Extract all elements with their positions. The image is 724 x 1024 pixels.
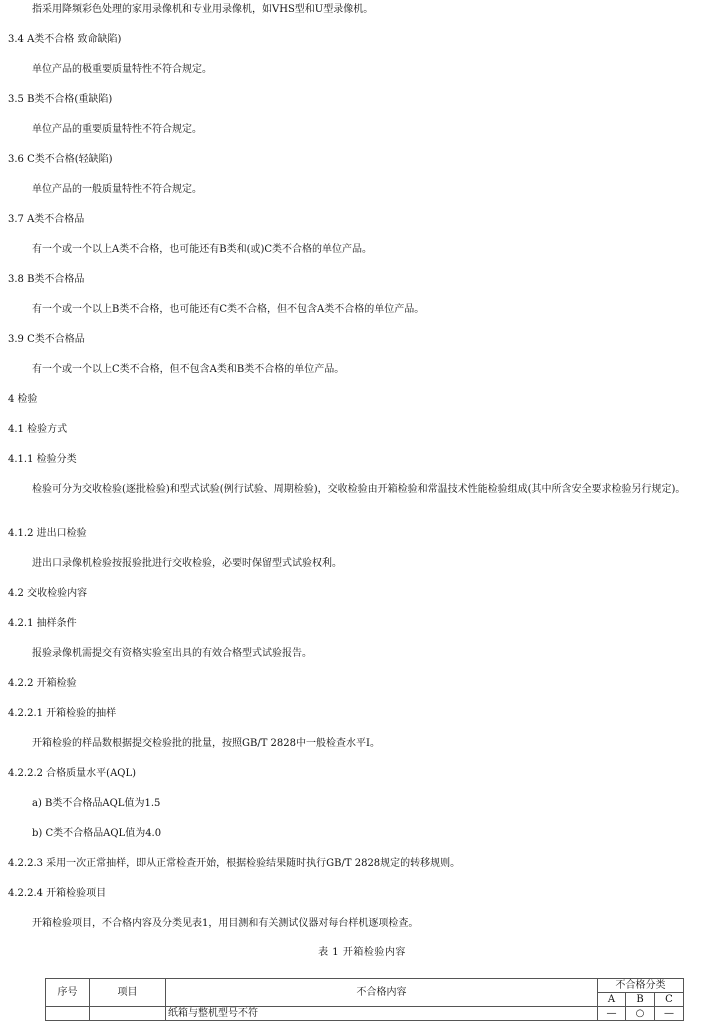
table-caption: 表 1 开箱检验内容 bbox=[318, 947, 406, 958]
header-item: 项目 bbox=[90, 979, 166, 1007]
section-heading-4-2-2-4: 4.2.2.4 开箱检验项目 bbox=[8, 888, 107, 899]
list-item: a) B类不合格品AQL值为1.5 bbox=[32, 798, 161, 809]
paragraph: 开箱检验项目，不合格内容及分类见表1，用目测和有关测试仪器对每台样机逐项检查。 bbox=[32, 918, 419, 929]
section-heading-4: 4 检验 bbox=[8, 394, 38, 405]
section-heading-4-2-2-3: 4.2.2.3 采用一次正常抽样，即从正常检查开始，根据检验结果随时执行GB/T 2828规定的转移规则。 bbox=[8, 858, 461, 869]
section-heading-3-7: 3.7 A类不合格品 bbox=[8, 214, 85, 225]
paragraph: 有一个或一个以上C类不合格，但不包含A类和B类不合格的单位产品。 bbox=[32, 364, 345, 375]
section-heading-4-1-2: 4.1.2 进出口检验 bbox=[8, 528, 87, 539]
paragraph: 单位产品的极重要质量特性不符合规定。 bbox=[32, 64, 212, 75]
cell-seq bbox=[46, 1007, 90, 1021]
header-class-c: C bbox=[655, 993, 684, 1007]
table-row bbox=[46, 1007, 684, 1021]
paragraph: 检验可分为交收检验(逐批检验)和型式试验(例行试验、周期检验)，交收检验由开箱检验和常温技术性能检验组成(其中所含安全要求检验另行规定)。 bbox=[32, 484, 686, 495]
cell-class-a: — bbox=[598, 1007, 626, 1021]
section-heading-3-5: 3.5 B类不合格(重缺陷) bbox=[8, 94, 113, 105]
section-heading-3-9: 3.9 C类不合格品 bbox=[8, 334, 85, 345]
header-content: 不合格内容 bbox=[166, 979, 598, 1007]
paragraph: 进出口录像机检验按报验批进行交收检验，必要时保留型式试验权利。 bbox=[32, 558, 342, 569]
header-class-a: A bbox=[598, 993, 626, 1007]
section-heading-4-2-2-1: 4.2.2.1 开箱检验的抽样 bbox=[8, 708, 117, 719]
paragraph: 报验录像机需提交有资格实验室出具的有效合格型式试验报告。 bbox=[32, 648, 312, 659]
section-heading-4-1: 4.1 检验方式 bbox=[8, 424, 68, 435]
section-heading-4-2-2-2: 4.2.2.2 合格质量水平(AQL) bbox=[8, 768, 137, 779]
paragraph: 单位产品的一般质量特性不符合规定。 bbox=[32, 184, 202, 195]
section-heading-3-4: 3.4 A类不合格 致命缺陷) bbox=[8, 34, 122, 45]
header-class-b: B bbox=[626, 993, 655, 1007]
paragraph: 有一个或一个以上A类不合格，也可能还有B类和(或)C类不合格的单位产品。 bbox=[32, 244, 373, 255]
cell-class-b: ○ bbox=[626, 1007, 655, 1021]
paragraph: 开箱检验的样品数根据提交检验批的批量，按照GB/T 2828中一般检查水平Ⅰ。 bbox=[32, 738, 380, 749]
header-seq: 序号 bbox=[46, 979, 90, 1007]
paragraph: 单位产品的重要质量特性不符合规定。 bbox=[32, 124, 202, 135]
inspection-table bbox=[45, 978, 684, 1021]
section-heading-4-1-1: 4.1.1 检验分类 bbox=[8, 454, 77, 465]
section-heading-4-2-1: 4.2.1 抽样条件 bbox=[8, 618, 77, 629]
cell-item bbox=[90, 1007, 166, 1021]
list-item: b) C类不合格品AQL值为4.0 bbox=[32, 828, 162, 839]
paragraph: 有一个或一个以上B类不合格，也可能还有C类不合格，但不包含A类不合格的单位产品。 bbox=[32, 304, 425, 315]
table-header-row bbox=[46, 979, 684, 993]
cell-content: 纸箱与整机型号不符 bbox=[166, 1007, 598, 1021]
section-heading-3-8: 3.8 B类不合格品 bbox=[8, 274, 85, 285]
header-class: 不合格分类 bbox=[598, 979, 684, 993]
section-heading-3-6: 3.6 C类不合格(轻缺陷) bbox=[8, 154, 113, 165]
section-heading-4-2: 4.2 交收检验内容 bbox=[8, 588, 88, 599]
cell-class-c: — bbox=[655, 1007, 684, 1021]
section-heading-4-2-2: 4.2.2 开箱检验 bbox=[8, 678, 77, 689]
paragraph: 指采用降频彩色处理的家用录像机和专业用录像机，如VHS型和U型录像机。 bbox=[32, 4, 374, 15]
